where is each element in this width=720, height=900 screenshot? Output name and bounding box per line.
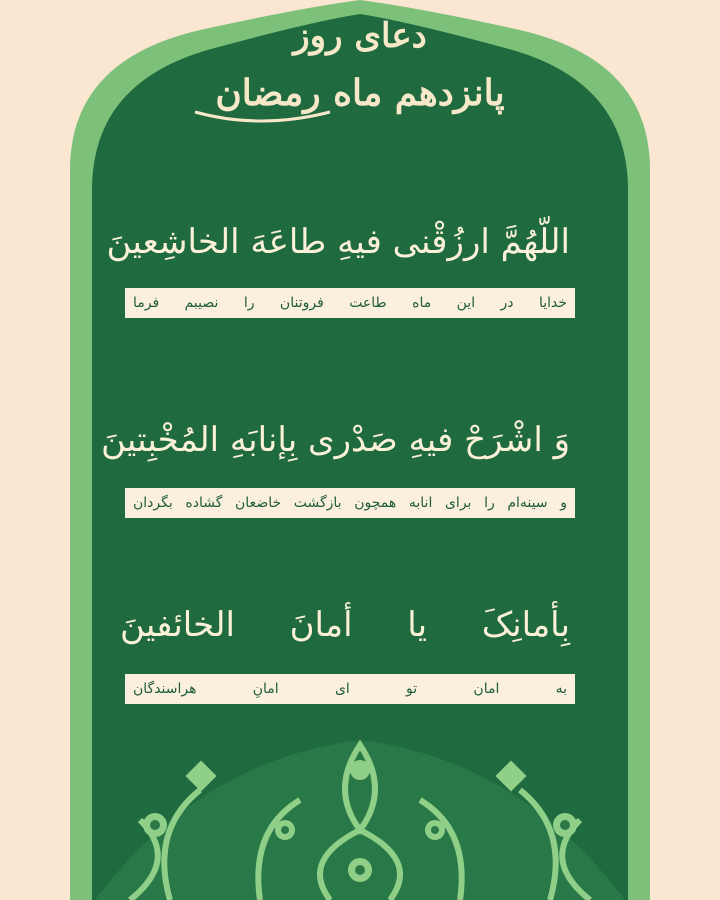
verse-3-translation: به امان تو ای امانِ هراسندگان xyxy=(125,674,575,704)
verse-2-arabic: وَ اشْرَحْ فیهِ صَدْری بِإنابَهِ المُخْبِتینَ xyxy=(101,420,570,460)
verse-3-arabic: بِأمانِکَ یا أمانَ الخائفینَ xyxy=(120,605,570,645)
verse-1-arabic: اللّهُمَّ ارزُقْنی فیهِ طاعَهَ الخاشِعینَ xyxy=(106,222,570,262)
verse-2-translation: و سینه‌ام را برای انابه همچون بازگشت خاضعان گشاده بگردان xyxy=(125,488,575,518)
title-line-1: دعای روز xyxy=(293,16,427,56)
title-line-2: پانزدهم ماه رمضان xyxy=(215,72,505,114)
verse-1-translation: خدایا در این ماه طاعت فروتنان را نصیبم فرما xyxy=(125,288,575,318)
